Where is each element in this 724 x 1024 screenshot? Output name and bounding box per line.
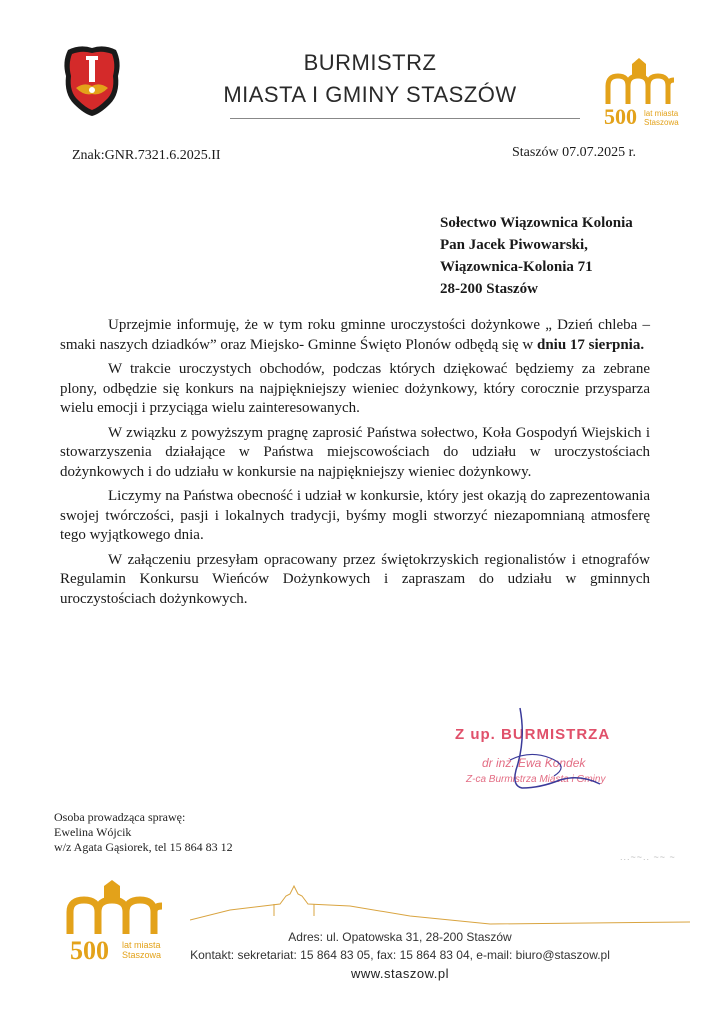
coat-of-arms-icon <box>60 42 124 118</box>
header-title: BURMISTRZ <box>303 50 437 75</box>
faint-mark: ...~~.. ~~ ~ <box>620 852 676 862</box>
signature-stamp-role: Z-ca Burmistrza Miasta i Gminy <box>466 774 606 785</box>
header-divider <box>230 118 580 119</box>
town-hall-outline-icon <box>190 876 690 936</box>
paragraph-text: Uprzejmie informuję, że w tym roku gminne uroczystości dożynkowe „ Dzień chleba – smaki naszych dziadków” oraz Miejsko- Gminne Święto Plonów odbędą się w <box>60 317 650 353</box>
letter-body <box>60 316 650 614</box>
logo-text-line: Staszowa <box>122 950 162 960</box>
recipient-address <box>440 212 633 300</box>
paragraph <box>60 316 650 355</box>
case-officer-info <box>54 810 233 855</box>
logo-text-line: Staszowa <box>644 118 679 127</box>
header-subtitle: MIASTA I GMINY STASZÓW <box>223 82 517 107</box>
letter-date: Staszów 07.07.2025 r. <box>512 145 637 160</box>
signature-stamp-title: Z up. BURMISTRZA <box>455 726 611 743</box>
arcade-icon <box>602 58 680 106</box>
contact-line: w/z Agata Gąsiorek, tel 15 864 83 12 <box>54 840 233 854</box>
logo-number: 500 <box>604 104 637 129</box>
footer-contact: Kontakt: sekretariat: 15 864 83 05, fax: 15 864 83 04, e-mail: biuro@staszow.pl <box>190 948 610 962</box>
recipient-line: Sołectwo Wiązownica Kolonia <box>440 215 633 231</box>
paragraph: W związku z powyższym pragnę zaprosić Państwa sołectwo, Koła Gospodyń Wiejskich i stowarzyszenia działające w Państwa miejscowościach do udziału w uroczystościach dożynkowych i do udziału w konkursie na najpiękniejszy wieniec dożynkowy. <box>60 424 650 480</box>
footer-website-link[interactable]: www.staszow.pl <box>350 966 450 981</box>
logo-text-line: lat miasta <box>644 109 679 118</box>
recipient-line: Pan Jacek Piwowarski, <box>440 237 588 253</box>
reference-number: Znak:GNR.7321.6.2025.II <box>72 148 221 163</box>
footer-address: Adres: ul. Opatowska 31, 28-200 Staszów <box>288 930 512 944</box>
recipient-line: Wiązownica-Kolonia 71 <box>440 259 593 275</box>
arcade-icon <box>60 880 170 936</box>
event-date-emphasis: dniu 17 sierpnia. <box>536 336 645 353</box>
footer-anniversary-logo <box>60 880 190 964</box>
paragraph: Liczymy na Państwa obecność i udział w konkursie, który jest okazją do zaprezentowania swojej twórczości, pasji i lokalnych tradycji, byśmy mogli stworzyć niezapomnianą atmosferę tego wyjątkowego dnia. <box>60 488 650 543</box>
handwritten-signature-icon <box>450 700 620 800</box>
anniversary-logo <box>602 58 680 132</box>
contact-line: Ewelina Wójcik <box>54 825 132 839</box>
logo-number: 500 <box>70 936 109 965</box>
paragraph: W załączeniu przesyłam opracowany przez świętokrzyskich regionalistów i etnografów Regulamin Konkursu Wieńców Dożynkowych i zapraszam do udziału w gminnych uroczystościach dożynkowych. <box>60 551 650 607</box>
signature-stamp-name: dr inż. Ewa Kondek <box>482 756 586 770</box>
contact-line: Osoba prowadząca sprawę: <box>54 810 186 824</box>
recipient-line: 28-200 Staszów <box>440 281 538 297</box>
paragraph: W trakcie uroczystych obchodów, podczas których dziękować będziemy za zebrane plony, odbędzie się konkurs na najpiękniejszy wieniec dożynkowy, który corocznie przysparza wielu emocji i przyciąga wielu zainteresowanych. <box>60 361 650 416</box>
logo-text-line: lat miasta <box>122 940 161 950</box>
